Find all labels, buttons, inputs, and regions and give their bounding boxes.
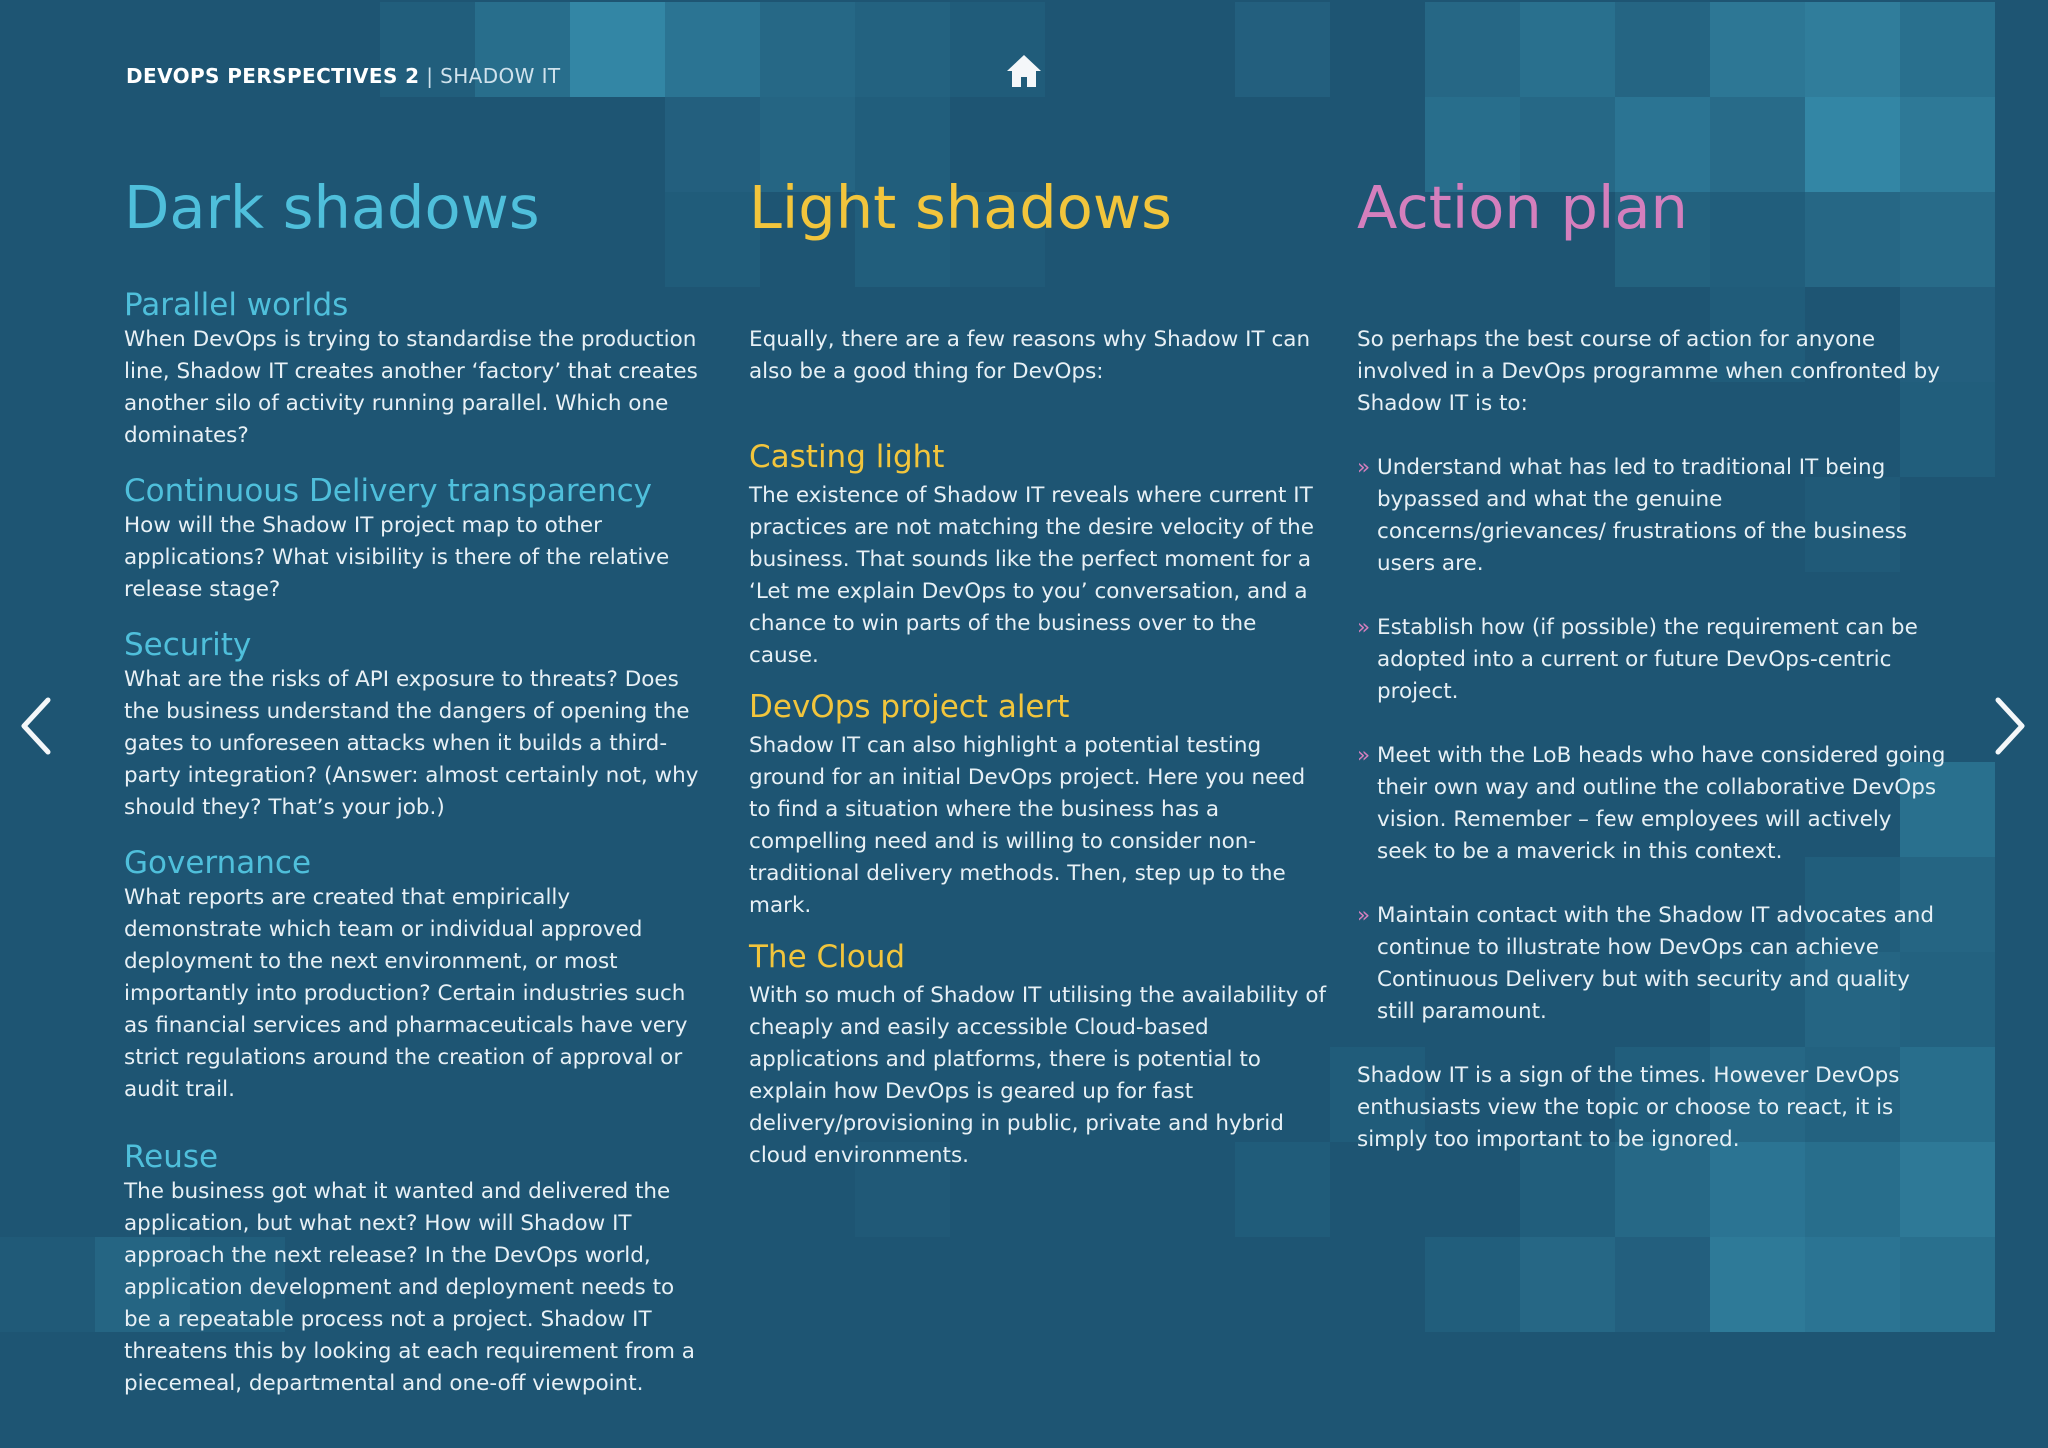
parallel-worlds-body: When DevOps is trying to standardise the production line, Shadow IT creates another ‘factory’ that creates another silo of activity running parallel. Which one dominates? (124, 327, 698, 448)
action-plan-column (1357, 170, 1947, 1156)
list-item-text: Establish how (if possible) the requirement can be adopted into a current or future DevOps-centric project. (1377, 615, 1918, 704)
cd-transparency-body: How will the Shadow IT project map to other applications? What visibility is there of the relative release stage? (124, 513, 670, 602)
mosaic-tile (0, 1237, 95, 1332)
mosaic-tile (855, 2, 950, 97)
parallel-worlds-heading: Parallel worlds (124, 287, 349, 323)
section-title: SHADOW IT (440, 64, 561, 88)
mosaic-tile (1805, 2, 1900, 97)
mosaic-tile (1520, 2, 1615, 97)
list-item-text: Meet with the LoB heads who have considered going their own way and outline the collaborative DevOps vision. Remember – few employees will actively seek to be a maverick in this context. (1377, 743, 1946, 864)
governance-heading: Governance (124, 845, 312, 881)
mosaic-tile (1900, 2, 1995, 97)
the-cloud-body: With so much of Shadow IT utilising the availability of cheaply and easily accessible Cloud-based applications and platforms, there is potential to explain how DevOps is geared up for fast delivery/provisioning in public, private and hybrid cloud environments. (749, 983, 1327, 1168)
the-cloud-heading: The Cloud (749, 939, 906, 975)
action-plan-list (1357, 452, 1947, 1028)
mosaic-tile (760, 2, 855, 97)
dark-shadows-title: Dark shadows (124, 173, 540, 242)
publication-title: DEVOPS PERSPECTIVES 2 (126, 64, 420, 88)
casting-light-heading: Casting light (749, 439, 945, 475)
devops-project-alert-body: Shadow IT can also highlight a potential testing ground for an initial DevOps project. Here you need to find a situation where the business has a compelling need and is willing to consider non-traditional delivery methods. Then, step up to the mark. (749, 733, 1306, 918)
mosaic-tile (1615, 1237, 1710, 1332)
bullet-marker: » (1357, 743, 1371, 768)
list-item-text: Maintain contact with the Shadow IT advocates and continue to illustrate how DevOps can achieve Continuous Delivery but with security and quality still paramount. (1377, 903, 1935, 1024)
mosaic-tile (1425, 1237, 1520, 1332)
next-page-button[interactable] (1990, 694, 2030, 758)
dark-shadows-column (124, 170, 704, 1400)
mosaic-tile (1520, 1142, 1615, 1237)
light-shadows-title: Light shadows (749, 173, 1172, 242)
mosaic-tile (1235, 2, 1330, 97)
list-item (1357, 612, 1947, 708)
devops-project-alert-heading: DevOps project alert (749, 689, 1070, 725)
mosaic-tile (1710, 1142, 1805, 1237)
home-icon (1004, 52, 1044, 90)
cd-transparency-heading: Continuous Delivery transparency (124, 473, 653, 509)
security-heading: Security (124, 627, 252, 663)
bullet-marker: » (1357, 615, 1371, 640)
mosaic-tile (570, 2, 665, 97)
governance-body: What reports are created that empirically demonstrate which team or individual approved deployment to the next environment, or most importantly into production? Certain industries such as financial services and pharmaceuticals have very strict regulations around the creation of approval or audit trail. (124, 885, 688, 1102)
mosaic-tile (1900, 1237, 1995, 1332)
mosaic-tile (1805, 1142, 1900, 1237)
mosaic-tile (1900, 1142, 1995, 1237)
light-shadows-intro: Equally, there are a few reasons why Shadow IT can also be a good thing for DevOps: (749, 327, 1311, 384)
light-shadows-column (749, 170, 1329, 1172)
reuse-body: The business got what it wanted and delivered the application, but what next? How will Shadow IT approach the next release? In the DevOps world, application development and deployment needs to be a repeatable process not a project. Shadow IT threatens this by looking at each requirement from a piecemeal, departmental and one-off viewpoint. (124, 1179, 695, 1396)
list-item (1357, 900, 1947, 1028)
header-separator: | (426, 64, 434, 88)
previous-page-button[interactable] (16, 694, 56, 758)
mosaic-tile (1425, 2, 1520, 97)
mosaic-tile (1710, 2, 1805, 97)
home-button[interactable] (1004, 52, 1044, 90)
list-item-text: Understand what has led to traditional IT being bypassed and what the genuine concerns/grievances/ frustrations of the business users are. (1377, 455, 1908, 576)
casting-light-body: The existence of Shadow IT reveals where current IT practices are not matching the desire velocity of the business. That sounds like the perfect moment for a ‘Let me explain DevOps to you’ conversation, and a chance to win parts of the business over to the cause. (749, 483, 1314, 668)
mosaic-tile (665, 2, 760, 97)
security-body: What are the risks of API exposure to threats? Does the business understand the dangers of opening the gates to unforeseen attacks when it builds a third-party integration? (Answer: almost certainly not, why should they? That’s your job.) (124, 667, 699, 820)
chevron-right-icon (1990, 694, 2030, 758)
bullet-marker: » (1357, 903, 1371, 928)
action-plan-closing: Shadow IT is a sign of the times. However DevOps enthusiasts view the topic or choose to react, it is simply too important to be ignored. (1357, 1063, 1900, 1152)
action-plan-intro: So perhaps the best course of action for anyone involved in a DevOps programme when confronted by Shadow IT is to: (1357, 327, 1940, 416)
list-item (1357, 740, 1947, 868)
mosaic-tile (1615, 1142, 1710, 1237)
page-header (126, 64, 561, 88)
mosaic-tile (1710, 1237, 1805, 1332)
chevron-left-icon (16, 694, 56, 758)
mosaic-tile (1520, 1237, 1615, 1332)
mosaic-tile (1805, 1237, 1900, 1332)
bullet-marker: » (1357, 455, 1371, 480)
list-item (1357, 452, 1947, 580)
mosaic-tile (1615, 2, 1710, 97)
action-plan-title: Action plan (1357, 173, 1688, 242)
reuse-heading: Reuse (124, 1139, 219, 1175)
